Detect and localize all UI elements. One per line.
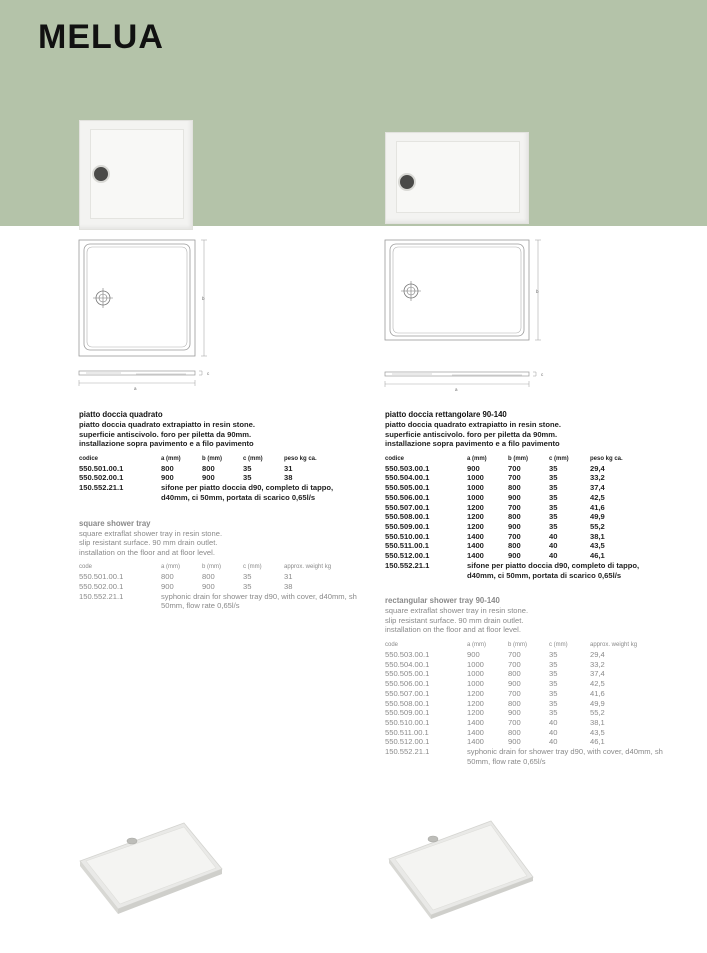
table-row: 550.506.00.1 1000 900 35 42,5 (385, 679, 605, 689)
table-row: 550.501.00.1 800 800 35 31 (79, 463, 293, 473)
square-spec-section (79, 410, 379, 611)
rect-desc-en-1: square extraflat shower tray in resin stone. (385, 606, 529, 616)
dimension-b-label: b (536, 289, 539, 294)
dimension-c-label: c (207, 371, 210, 376)
table-row: 550.503.00.1 900 700 35 29,4 (385, 650, 605, 659)
table-row: 550.502.00.1 900 900 35 38 (79, 473, 293, 483)
rect-title-it: piatto doccia rettangolare 90-140 (385, 410, 507, 419)
square-desc-en-3: installation on the floor and at floor level. (79, 547, 215, 557)
col-header: c (mm) (243, 455, 263, 462)
table-row: 550.507.00.1 1200 700 35 41,6 (385, 688, 605, 698)
col-header: approx. weight kg (284, 564, 332, 571)
square-desc-en-1: square extraflat shower tray in resin stone. (79, 528, 223, 538)
square-desc-it-1: piatto doccia quadrato extrapiatto in resin stone. (79, 420, 255, 429)
square-tray-photo (79, 120, 193, 230)
col-header: code (79, 564, 93, 571)
col-header: a (mm) (467, 642, 486, 648)
square-table-en (79, 563, 359, 611)
table-row: 550.511.00.1 1400 800 40 43,5 (385, 727, 605, 737)
table-row: 550.505.00.1 1000 800 35 37,4 (385, 483, 605, 493)
col-header: b (mm) (508, 455, 528, 462)
col-header: b (mm) (202, 564, 221, 571)
col-header: c (mm) (243, 564, 262, 571)
table-row: 550.509.00.1 1200 900 35 55,2 (385, 522, 605, 531)
col-header: a (mm) (161, 455, 181, 462)
dimension-a-label: a (134, 386, 137, 391)
table-row: 550.504.00.1 1000 700 35 33,2 (385, 659, 605, 669)
square-tray-iso-render (76, 815, 226, 915)
table-row: 550.505.00.1 1000 800 35 37,4 (385, 669, 605, 679)
table-row: 550.504.00.1 1000 700 35 33,2 (385, 473, 605, 483)
table-row: 550.512.00.1 1400 900 40 46,1 (385, 737, 605, 747)
dimension-b-label: b (202, 296, 205, 301)
col-header: peso kg ca. (284, 455, 317, 462)
rect-desc-en-3: installation on the floor and at floor level. (385, 625, 521, 635)
col-header: peso kg ca. (590, 455, 623, 462)
dimension-a-label: a (455, 387, 458, 392)
table-row: 550.507.00.1 1200 700 35 41,6 (385, 502, 605, 512)
rect-title-en: rectangular shower tray 90-140 (385, 596, 500, 606)
table-row: 550.503.00.1 900 700 35 29,4 (385, 463, 605, 473)
table-row: 150.552.21.1 sifone per piatto doccia d90, completo di tappo, d40mm, ci 50mm, portata di scarico 0,65l/s (385, 560, 640, 580)
square-title-it: piatto doccia quadrato (79, 410, 163, 419)
col-header: approx. weight kg (590, 642, 638, 648)
rect-tray-drawing (382, 238, 552, 398)
col-header: c (mm) (549, 642, 568, 648)
col-header: b (mm) (202, 455, 222, 462)
table-row: 550.502.00.1 900 900 35 38 (79, 582, 293, 592)
col-header: a (mm) (467, 455, 487, 462)
rect-tray-photo (385, 132, 529, 224)
col-header: codice (79, 455, 99, 462)
rect-desc-it-1: piatto doccia quadrato extrapiatto in resin stone. (385, 420, 561, 429)
dimension-c-label: c (541, 372, 544, 377)
table-row: 550.509.00.1 1200 900 35 55,2 (385, 708, 605, 718)
square-tray-drawing (76, 238, 226, 398)
col-header: a (mm) (161, 564, 180, 571)
col-header: b (mm) (508, 642, 527, 648)
table-row: 150.552.21.1 sifone per piatto doccia d90, completo di tappo, d40mm, ci 50mm, portata di scarico 0,65l/s (79, 483, 334, 502)
rect-desc-en-2: slip resistant surface. 90 mm drain outlet. (385, 615, 524, 625)
rect-spec-section (385, 410, 685, 766)
rect-desc-it-3: installazione sopra pavimento e a filo pavimento (385, 439, 560, 449)
table-row: 550.510.00.1 1400 700 40 38,1 (385, 717, 605, 727)
col-header: c (mm) (549, 455, 569, 462)
square-desc-it-2: superficie antiscivolo. foro per piletta da 90mm. (79, 429, 252, 439)
table-row: 550.512.00.1 1400 900 40 46,1 (385, 551, 605, 561)
rect-table-it (385, 455, 645, 580)
rect-desc-it-2: superficie antiscivolo. foro per piletta da 90mm. (385, 429, 558, 439)
table-row: 150.552.21.1 syphonic drain for shower tray d90, with cover, d40mm, sh 50mm, flow rate 0,65l/s (385, 747, 663, 766)
table-row: 550.501.00.1 800 800 35 31 (79, 572, 293, 582)
table-row: 550.510.00.1 1400 700 40 38,1 (385, 531, 605, 541)
table-row: 550.508.00.1 1200 800 35 49,9 (385, 698, 605, 708)
table-row: 550.511.00.1 1400 800 40 43,5 (385, 541, 605, 551)
square-title-en: square shower tray (79, 518, 151, 528)
square-table-it (79, 455, 339, 503)
square-desc-it-3: installazione sopra pavimento e a filo pavimento (79, 439, 254, 449)
col-header: code (385, 642, 399, 648)
col-header: codice (385, 455, 405, 462)
square-desc-en-2: slip resistant surface. 90 mm drain outlet. (79, 538, 218, 548)
table-row: 550.506.00.1 1000 900 35 42,5 (385, 492, 605, 502)
rect-table-en (385, 641, 665, 766)
table-row: 150.552.21.1 syphonic drain for shower tray d90, with cover, d40mm, sh 50mm, flow rate 0,65l/s (79, 591, 357, 611)
table-row: 550.508.00.1 1200 800 35 49,9 (385, 512, 605, 522)
rect-tray-iso-render (385, 815, 545, 920)
brand-title: MELUA (38, 18, 164, 56)
